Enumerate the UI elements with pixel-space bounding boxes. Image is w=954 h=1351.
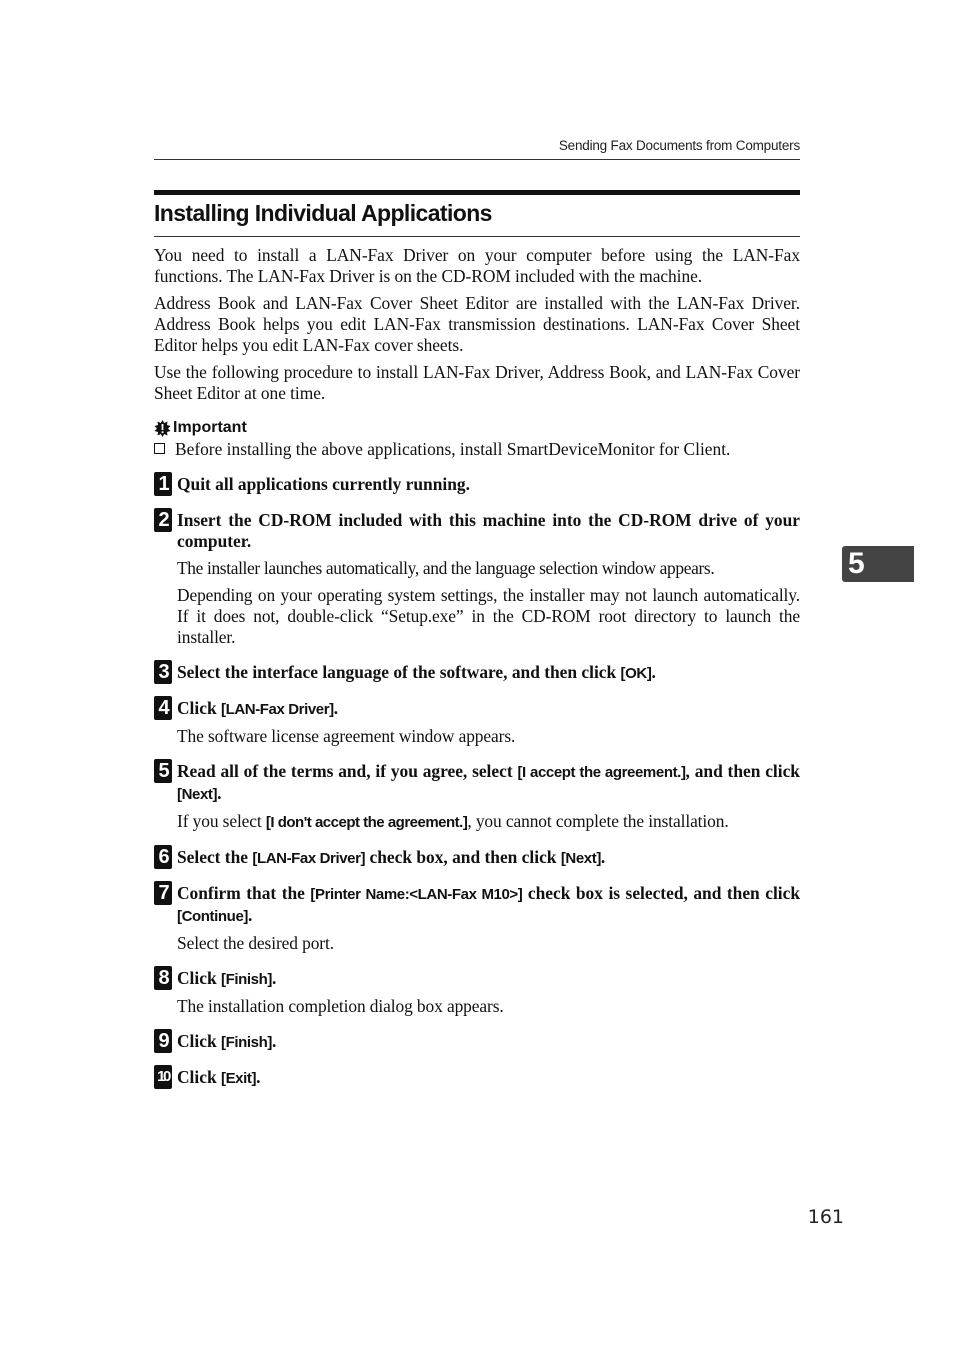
accept-agreement-ref: [I accept the agreement.]	[517, 764, 686, 781]
important-item	[154, 439, 800, 460]
step-number-5: 5	[154, 759, 172, 783]
step-number-6: 6	[154, 845, 172, 869]
step-number-8: 8	[154, 966, 172, 990]
ok-button-ref: [OK]	[620, 665, 652, 682]
step-10	[154, 1067, 800, 1089]
continue-button-ref: [Continue]	[177, 908, 248, 925]
step-9	[154, 1031, 800, 1053]
decline-agreement-ref: [I don't accept the agreement.]	[265, 814, 468, 831]
step-1	[154, 474, 800, 496]
step-7-note: Select the desired port.	[177, 933, 334, 953]
checkbox-bullet-icon	[154, 443, 165, 454]
step-5-text: Read all of the terms and, if you agree, select [I accept the agreement.], and then click [Next].	[177, 761, 800, 803]
finish-button-ref: [Finish]	[220, 971, 272, 988]
running-header: Sending Fax Documents from Computers	[558, 138, 800, 153]
important-burst-icon	[154, 420, 171, 437]
step-5	[154, 761, 800, 833]
page-content	[154, 245, 800, 1089]
step-1-text: Quit all applications currently running.	[177, 474, 470, 494]
step-2-note-1: The installer launches automatically, and the language selection window appears.	[177, 558, 715, 578]
step-4-note: The software license agreement window appears.	[177, 726, 516, 746]
step-2-text: Insert the CD-ROM included with this machine into the CD-ROM drive of your computer.	[177, 510, 800, 551]
header-rule	[154, 159, 800, 160]
important-heading	[154, 419, 800, 437]
finish-button-ref: [Finish]	[220, 1034, 272, 1051]
step-7-text: Confirm that the [Printer Name:<LAN-Fax M10>] check box is selected, and then click [Continue].	[177, 883, 800, 925]
step-number-9: 9	[154, 1029, 172, 1053]
important-label: Important	[173, 419, 247, 436]
title-rule-bottom	[154, 236, 800, 237]
step-2	[154, 510, 800, 648]
step-5-note: If you select [I don't accept the agreement.], you cannot complete the installation.	[177, 811, 729, 831]
intro-paragraph-3: Use the following procedure to install LAN-Fax Driver, Address Book, and LAN-Fax Cover Sheet Editor at one time.	[154, 362, 800, 403]
step-8	[154, 968, 800, 1017]
intro-paragraph-2: Address Book and LAN-Fax Cover Sheet Editor are installed with the LAN-Fax Driver. Address Book helps you edit LAN-Fax transmission destinations. LAN-Fax Cover Sheet Editor helps you edit LAN-Fax cover sheets.	[154, 293, 800, 355]
step-3	[154, 662, 800, 684]
section-title: Installing Individual Applications	[154, 200, 492, 226]
step-number-1: 1	[154, 472, 172, 496]
step-8-text: Click [Finish].	[177, 968, 277, 988]
important-item-text: Before installing the above applications, install SmartDeviceMonitor for Client.	[175, 439, 731, 459]
step-number-4: 4	[154, 696, 172, 720]
exit-button-ref: [Exit]	[220, 1070, 257, 1087]
step-number-7: 7	[154, 881, 172, 905]
step-number-10: 10	[154, 1065, 172, 1089]
printer-name-checkbox-ref: [Printer Name:<LAN-Fax M10>]	[310, 886, 523, 903]
step-number-3: 3	[154, 660, 172, 684]
lan-fax-driver-ref: [LAN-Fax Driver]	[220, 701, 334, 718]
step-number-2: 2	[154, 508, 172, 532]
step-6	[154, 847, 800, 869]
step-3-text: Select the interface language of the software, and then click [OK].	[177, 662, 656, 682]
next-button-ref: [Next]	[560, 850, 601, 867]
lan-fax-driver-checkbox-ref: [LAN-Fax Driver]	[252, 850, 366, 867]
step-2-note-2: Depending on your operating system settings, the installer may not launch automatically. If it does not, double-click “Setup.exe” in the CD-ROM root directory to launch the installer.	[177, 585, 800, 647]
step-8-note: The installation completion dialog box appears.	[177, 996, 504, 1016]
step-6-text: Select the [LAN-Fax Driver] check box, and then click [Next].	[177, 847, 606, 867]
step-4	[154, 698, 800, 747]
page-number: 161	[807, 1206, 844, 1228]
step-9-text: Click [Finish].	[177, 1031, 277, 1051]
intro-paragraph-1: You need to install a LAN-Fax Driver on your computer before using the LAN-Fax functions. The LAN-Fax Driver is on the CD-ROM included with the machine.	[154, 245, 800, 286]
step-7	[154, 883, 800, 954]
title-rule-top	[154, 190, 800, 195]
next-button-ref: [Next]	[177, 786, 218, 803]
step-4-text: Click [LAN-Fax Driver].	[177, 698, 339, 718]
step-10-text: Click [Exit].	[177, 1067, 261, 1087]
chapter-tab: 5	[842, 546, 914, 582]
